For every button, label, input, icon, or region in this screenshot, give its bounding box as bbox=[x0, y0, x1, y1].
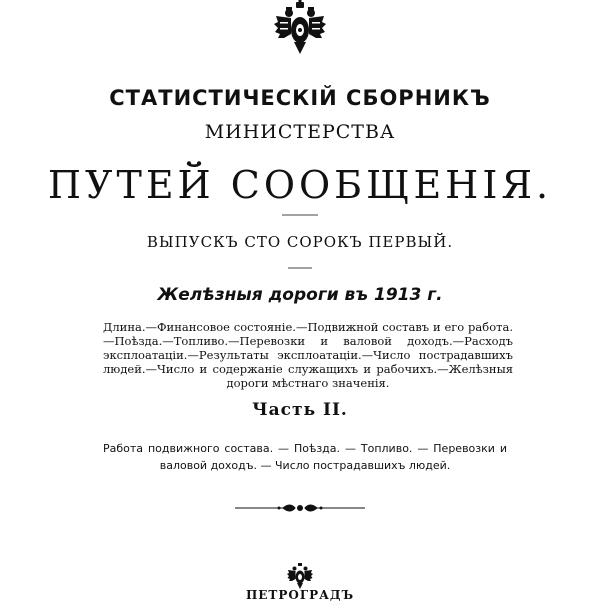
contents-paragraph: Длина.—Финансовое состояніе.—Подвижной составъ и его работа.—Поѣзда.—Топливо.—Перевозки и валовой доходъ.—Расходъ эксплоатаціи.—Результаты эксплоатаціи.—Число пострадавшихъ людей.—Число и содержаніе служащихъ и рабочихъ.—Желѣзныя дороги мѣстнаго значенія. bbox=[103, 320, 513, 390]
short-rule bbox=[288, 266, 312, 270]
title-line-2: МИНИСТЕРСТВА bbox=[204, 121, 396, 143]
publication-city: ПЕТРОГРАДЪ bbox=[245, 588, 355, 602]
title-line-1: СТАТИСТИЧЕСКІЙ СБОРНИКЪ bbox=[109, 86, 491, 110]
short-rule bbox=[282, 213, 318, 217]
part-contents-paragraph: Работа подвижного состава. — Поѣзда. — Топливо. — Перевозки и валовой доходъ. — Число пострадавшихъ людей. bbox=[103, 442, 507, 472]
double-headed-eagle-crest-icon bbox=[286, 562, 314, 590]
double-headed-eagle-crest-icon bbox=[272, 0, 328, 56]
issue-number: ВЫПУСКЪ СТО СОРОКЪ ПЕРВЫЙ. bbox=[146, 233, 454, 251]
title-line-3: ПУТЕЙ СООБЩЕНІЯ. bbox=[47, 163, 553, 207]
part-label: Часть II. bbox=[252, 400, 348, 420]
subject-title: Желѣзныя дороги въ 1913 г. bbox=[157, 285, 443, 305]
ornamental-divider-icon bbox=[235, 500, 365, 516]
